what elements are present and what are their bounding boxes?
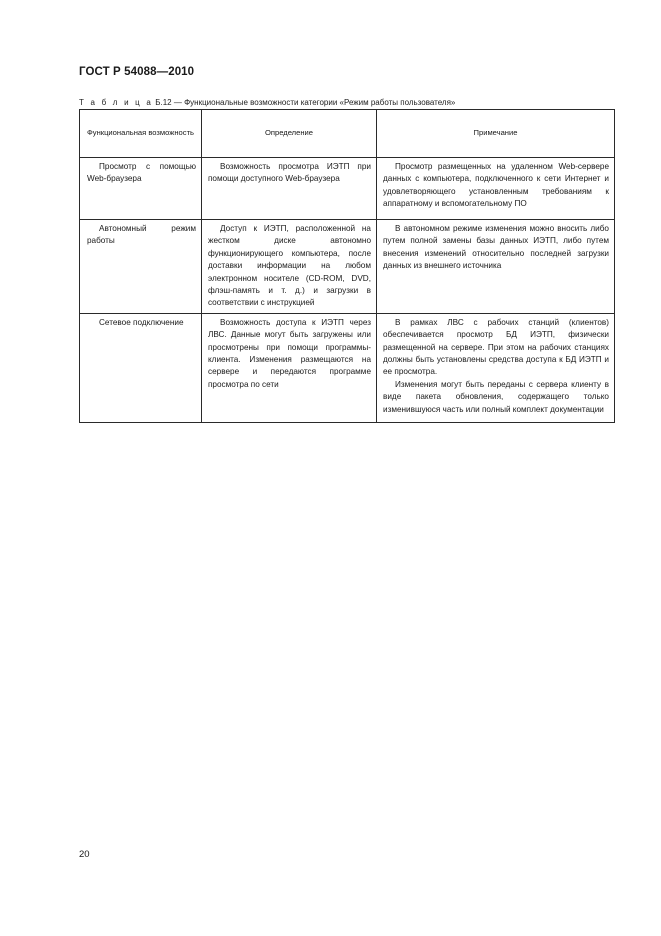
- page-number: 20: [79, 849, 90, 860]
- definition-text: Доступ к ИЭТП, расположенной на жестком диске автономно функционирующего компьютера, после доставки информации на любом электронном носителе (CD-ROM, DVD, флэш-память и т. д.) и загрузки в соответствии с инструкцией: [208, 224, 371, 308]
- table-row: [80, 220, 615, 314]
- definition-cell: [202, 220, 377, 314]
- definition-cell: [202, 158, 377, 220]
- capability-cell: [80, 158, 202, 220]
- capability-cell: [80, 220, 202, 314]
- note-text: Просмотр размещенных на удаленном Web-сервере данных с компьютера, подключенного к сети Интернет и удовлетворяющего установленным требованиям к аппаратному и вспомогательному ПО: [383, 162, 609, 209]
- table-header-row: [80, 110, 615, 158]
- document-code-header: ГОСТ Р 54088—2010: [79, 66, 195, 78]
- table-caption: [79, 98, 455, 107]
- note-cell: [377, 313, 615, 422]
- definition-cell: [202, 313, 377, 422]
- header-definition: Определение: [202, 110, 377, 158]
- definition-text: Возможность доступа к ИЭТП через ЛВС. Данные могут быть загружены или просмотрены при помощи программы-клиента. Изменения размещаются на сервере и передаются программе просмотра по сети: [208, 317, 371, 389]
- functional-capabilities-table: [79, 109, 615, 423]
- header-note: Примечание: [377, 110, 615, 158]
- table-caption-prefix: Т а б л и ц а: [79, 98, 154, 107]
- note-cell: [377, 220, 615, 314]
- capability-cell: [80, 313, 202, 422]
- capability-text: Сетевое подключение: [99, 317, 184, 327]
- table-caption-text: Б.12 — Функциональные возможности категории «Режим работы пользователя»: [153, 98, 456, 107]
- capability-text: Автономный режим работы: [87, 224, 196, 246]
- table-row: [80, 313, 615, 422]
- note-text: В рамках ЛВС с рабочих станций (клиентов) обеспечивается просмотр БД ИЭТП, физически размещенной на сервере. При этом на рабочих станциях должны быть установлены средства доступа к БД ИЭТП и ее просмотра.: [383, 317, 609, 377]
- note-text: В автономном режиме изменения можно вносить либо путем полной замены базы данных ИЭТП, либо путем внесения изменений относительно последней загрузки данных из внешнего источника: [383, 224, 609, 271]
- capability-text: Просмотр с помощью Web-браузера: [87, 162, 196, 184]
- header-capability: Функциональная возможность: [80, 110, 202, 158]
- table-row: [80, 158, 615, 220]
- note-text: Изменения могут быть переданы с сервера клиенту в виде пакета обновления, содержащего только изменившуюся часть или полный комплект документации: [383, 379, 609, 414]
- note-cell: [377, 158, 615, 220]
- definition-text: Возможность просмотра ИЭТП при помощи доступного Web-браузера: [208, 162, 371, 184]
